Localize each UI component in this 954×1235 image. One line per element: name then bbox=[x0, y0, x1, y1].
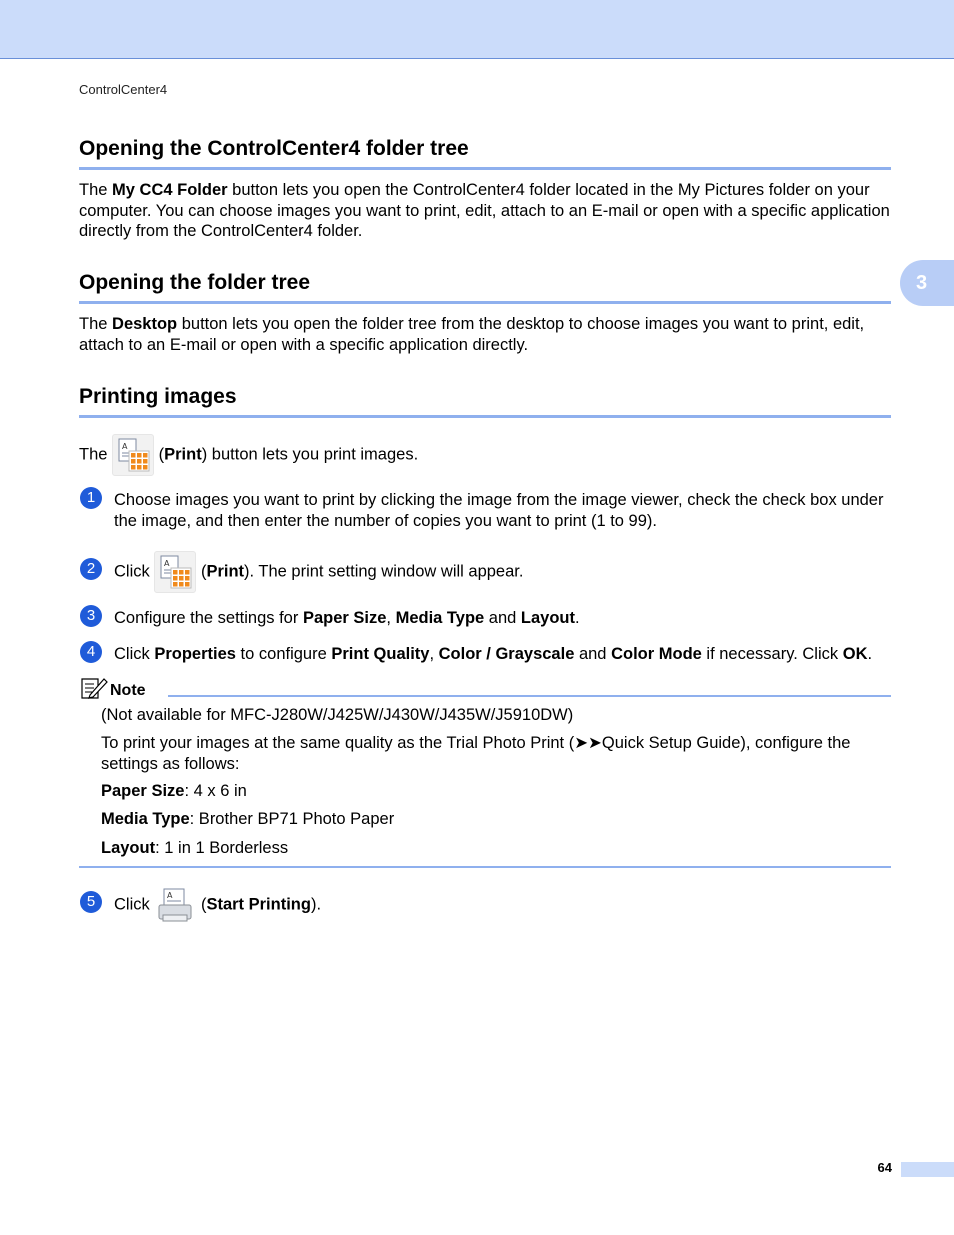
text: . bbox=[867, 645, 873, 663]
step-5-text bbox=[114, 884, 894, 926]
print-term: Print bbox=[164, 445, 202, 464]
properties-term: Properties bbox=[154, 645, 236, 663]
note-pencil-icon bbox=[80, 676, 108, 705]
text: Click bbox=[114, 895, 150, 914]
header-band bbox=[0, 0, 954, 59]
text: if necessary. Click bbox=[701, 645, 843, 663]
text: Click bbox=[114, 645, 155, 663]
svg-text:A: A bbox=[122, 442, 128, 451]
text: , bbox=[386, 609, 396, 627]
step-4-text bbox=[114, 644, 894, 665]
text: Configure the settings for bbox=[114, 609, 303, 627]
cc4-folder-paragraph bbox=[79, 180, 894, 242]
color-grayscale-term: Color / Grayscale bbox=[438, 645, 575, 663]
step-number-4: 4 bbox=[80, 641, 102, 663]
text: ). bbox=[310, 895, 322, 914]
svg-text:A: A bbox=[164, 559, 170, 568]
step-number-3: 3 bbox=[80, 605, 102, 627]
my-cc4-folder-term: My CC4 Folder bbox=[112, 181, 228, 199]
section-heading-cc4-folder: Opening the ControlCenter4 folder tree bbox=[79, 136, 891, 170]
color-mode-term: Color Mode bbox=[611, 645, 702, 663]
chapter-tab bbox=[900, 260, 954, 306]
text: Click bbox=[114, 562, 150, 581]
text: The bbox=[79, 445, 108, 464]
print-term: Print bbox=[206, 562, 245, 581]
note-setting-layout bbox=[101, 838, 891, 859]
text: ( bbox=[200, 562, 207, 581]
printing-intro bbox=[79, 434, 894, 476]
setting-value: : Brother BP71 Photo Paper bbox=[189, 810, 395, 828]
setting-label: Media Type bbox=[101, 810, 190, 828]
double-arrow-icon: ➤➤ bbox=[574, 734, 602, 752]
step-number-2: 2 bbox=[80, 558, 102, 580]
ok-term: OK bbox=[842, 645, 868, 663]
print-icon bbox=[154, 551, 196, 593]
setting-label: Paper Size bbox=[101, 782, 185, 800]
note-setting-media-type bbox=[101, 809, 891, 830]
note-bottom-rule bbox=[79, 866, 891, 868]
text: ( bbox=[158, 445, 165, 464]
chapter-number: 3 bbox=[916, 271, 928, 294]
step-3-text bbox=[114, 608, 894, 629]
folder-tree-paragraph bbox=[79, 314, 894, 355]
note-quality-instructions bbox=[101, 733, 891, 774]
desktop-term: Desktop bbox=[112, 315, 178, 333]
text: To print your images at the same quality as the Trial Photo Print ( bbox=[101, 734, 575, 752]
section-heading-printing-images: Printing images bbox=[79, 384, 891, 418]
text: ). The print setting window will appear. bbox=[244, 562, 524, 581]
step-number-5: 5 bbox=[80, 891, 102, 913]
text: button lets you open the folder tree from the desktop to choose images you want to print, edit, attach to an E-mail or open with a specific application directly. bbox=[79, 315, 865, 354]
print-icon bbox=[112, 434, 154, 476]
setting-value: : 1 in 1 Borderless bbox=[155, 839, 289, 857]
text: button lets you open the ControlCenter4 folder located in the My Pictures folder on your computer. You can choose images you want to print, edit, attach to an E-mail or open with a specific application directly from the ControlCenter4 folder. bbox=[79, 181, 890, 240]
note-top-rule bbox=[168, 695, 891, 697]
running-head: ControlCenter4 bbox=[79, 82, 168, 97]
step-number-1: 1 bbox=[80, 487, 102, 509]
print-quality-term: Print Quality bbox=[331, 645, 430, 663]
text: and bbox=[574, 645, 612, 663]
media-type-term: Media Type bbox=[395, 609, 485, 627]
note-availability: (Not available for MFC-J280W/J425W/J430W/J435W/J5910DW) bbox=[101, 706, 574, 724]
note-setting-paper-size bbox=[101, 781, 891, 802]
step-2-text bbox=[114, 551, 894, 593]
text: The bbox=[79, 315, 113, 333]
note-label: Note bbox=[110, 682, 146, 699]
section-heading-folder-tree: Opening the folder tree bbox=[79, 270, 891, 304]
setting-value: : 4 x 6 in bbox=[184, 782, 247, 800]
paper-size-term: Paper Size bbox=[302, 609, 387, 627]
start-printing-term: Start Printing bbox=[206, 895, 311, 914]
text: . bbox=[575, 609, 580, 627]
text: ( bbox=[200, 895, 207, 914]
page-number: 64 bbox=[877, 1160, 892, 1175]
page-number-tab bbox=[901, 1162, 954, 1177]
text: The bbox=[79, 181, 113, 199]
text: to configure bbox=[235, 645, 332, 663]
setting-label: Layout bbox=[101, 839, 156, 857]
text: ) button lets you print images. bbox=[201, 445, 419, 464]
text: Quick Setup Guide), configure the settings as follows: bbox=[101, 734, 851, 773]
step-1-text: Choose images you want to print by clicking the image from the image viewer, check the check box under the image, and then enter the number of copies you want to print (1 to 99). bbox=[114, 491, 884, 530]
text: and bbox=[484, 609, 521, 627]
text: , bbox=[429, 645, 439, 663]
svg-text:A: A bbox=[167, 891, 173, 900]
layout-term: Layout bbox=[520, 609, 576, 627]
start-printing-icon bbox=[154, 884, 196, 926]
